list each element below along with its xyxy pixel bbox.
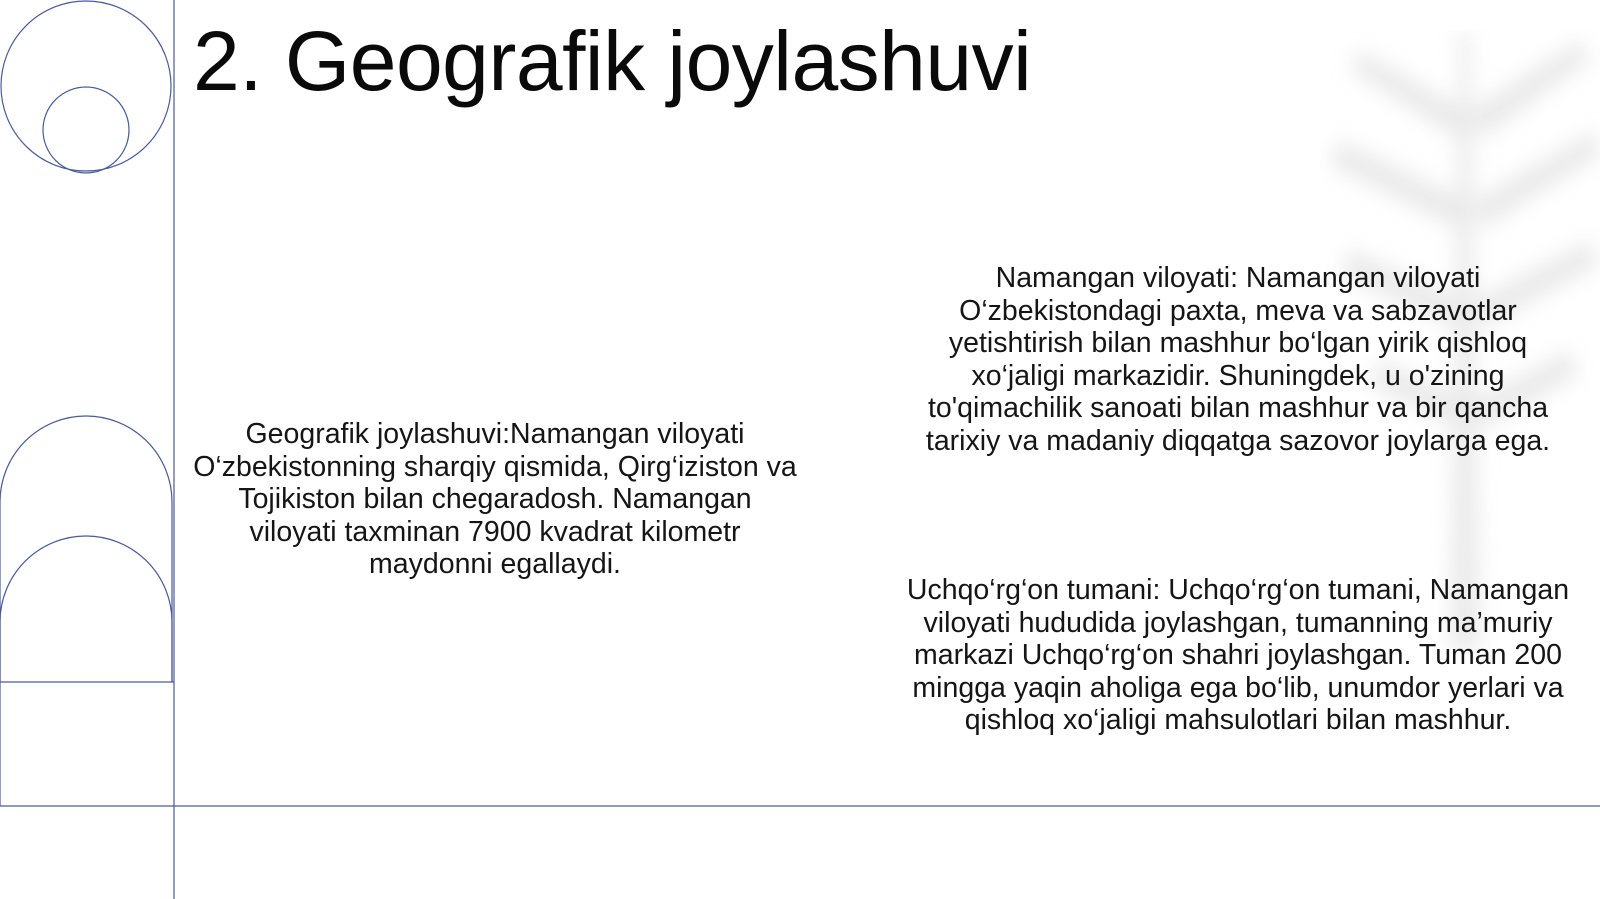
arch-outline-upper (0, 416, 172, 682)
right-paragraph-top: Namangan viloyati: Namangan viloyati O‘zbekistondagi paxta, meva va sabzavotlar yetishtirish bilan mashhur bo‘lgan yirik qishloq xo‘jaligi markazidir. Shuningdek, u o'zining to'qimachilik sanoati bilan mashhur va bir qancha tarixiy va madaniy diqqatga sazovor joylarga ega. (925, 262, 1551, 457)
left-paragraph: Geografik joylashuvi:Namangan viloyati O‘zbekistonning sharqiy qismida, Qirg‘iziston va Tojikiston bilan chegaradosh. Namangan viloyati taxminan 7900 kvadrat kilometr maydonni egallaydi. (193, 418, 797, 580)
arch-outline-lower (0, 536, 172, 682)
right-paragraph-bottom: Uchqo‘rg‘on tumani: Uchqo‘rg‘on tumani, Namangan viloyati hududida joylashgan, tumanning ma’muriy markazi Uchqo‘rg‘on shahri joylashgan. Tuman 200 mingga yaqin aholiga ega bo‘lib, unumdor yerlari va qishloq xo‘jaligi mahsulotlari bilan mashhur. (906, 574, 1570, 736)
small-circle-outline (43, 87, 129, 173)
large-circle-outline (1, 1, 171, 171)
slide-title: 2. Geografik joylashuvi (193, 14, 1032, 108)
